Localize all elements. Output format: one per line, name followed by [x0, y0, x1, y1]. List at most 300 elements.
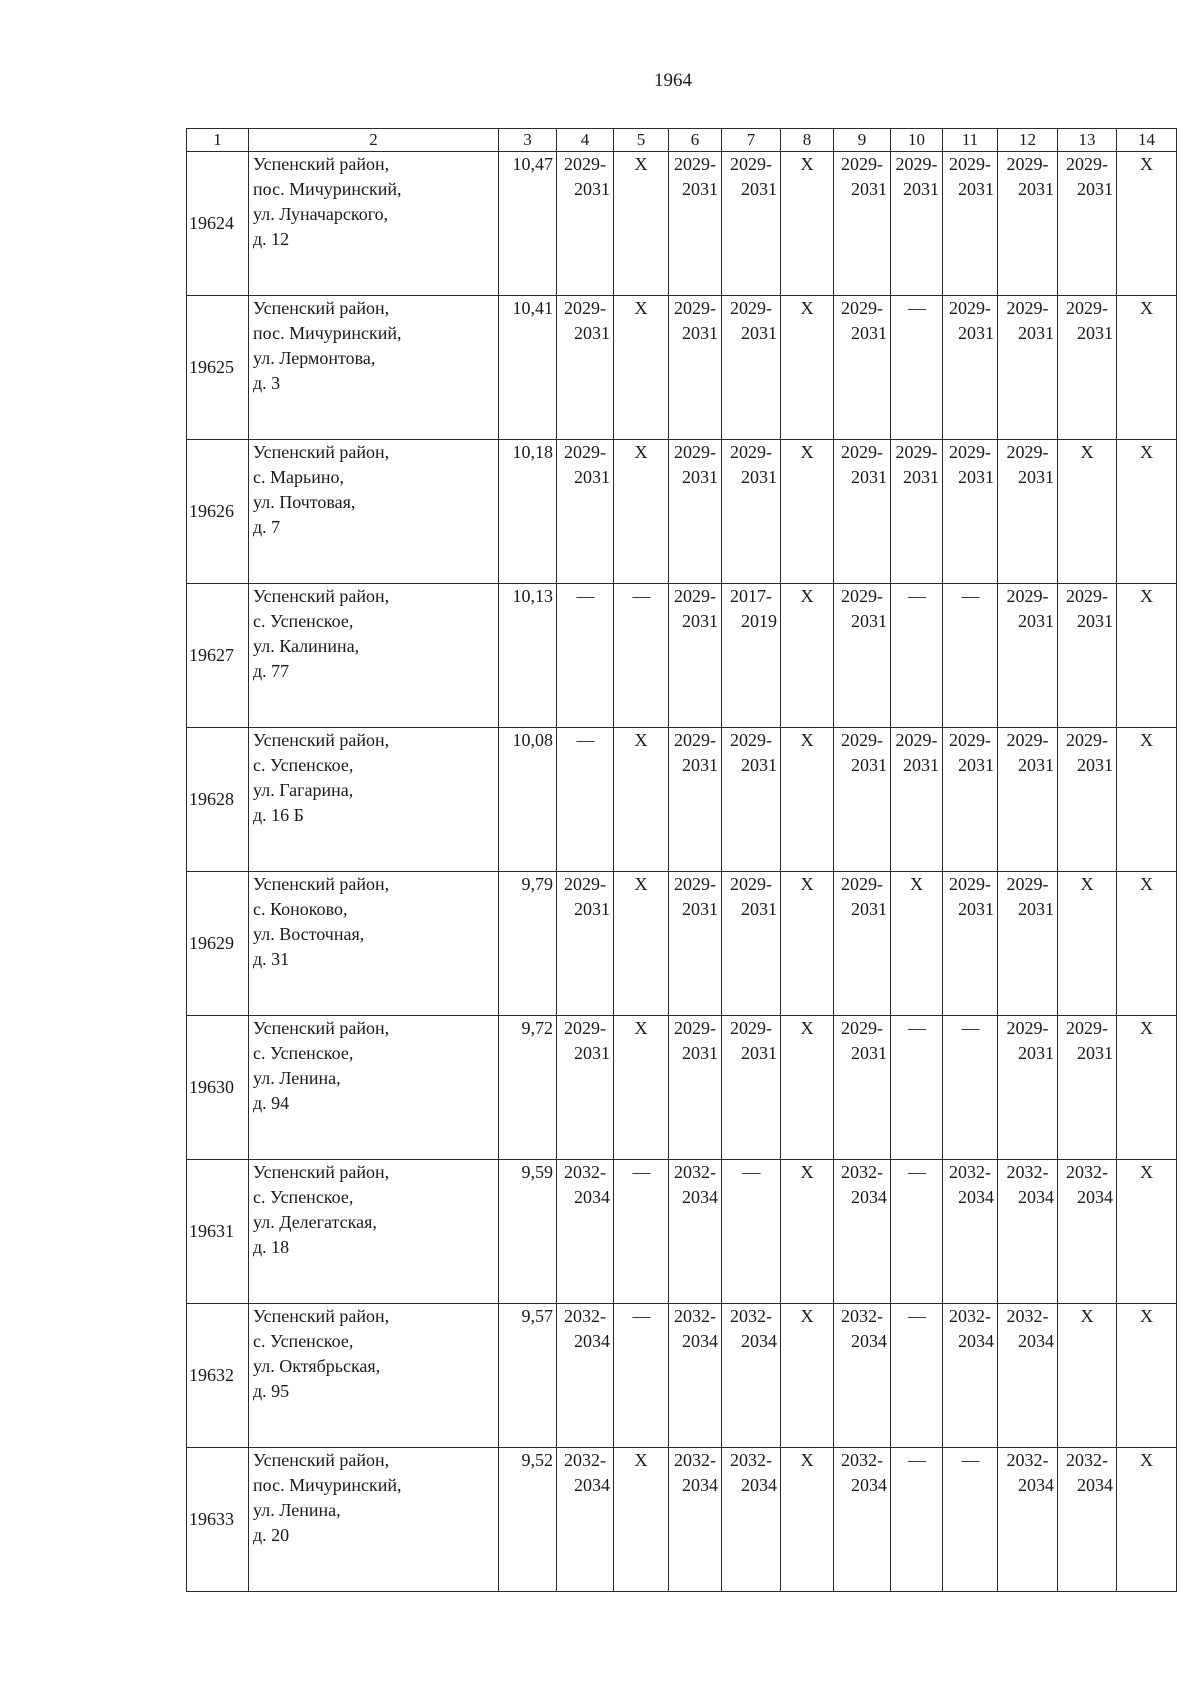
period-cell — [834, 1160, 891, 1304]
period-start: 2029- — [1006, 730, 1049, 750]
period-start: 2029- — [730, 1018, 772, 1038]
address-line: Успенский район, — [253, 298, 390, 318]
period-cell — [669, 1448, 722, 1592]
period-end: 2031 — [958, 899, 994, 919]
column-number: 9 — [834, 129, 891, 152]
period-start: 2029- — [949, 874, 991, 894]
address-line: ул. Гагарина, — [253, 780, 354, 800]
period-start: 2029- — [1006, 874, 1049, 894]
period-start: 2032- — [564, 1306, 606, 1326]
address-line: ул. Лермонтова, — [253, 348, 376, 368]
address-cell — [249, 152, 499, 296]
period-cell — [722, 296, 781, 440]
period-cell — [834, 1448, 891, 1592]
not-applicable-mark: X — [1140, 1450, 1153, 1470]
period-start: 2029- — [841, 874, 883, 894]
period-cell — [891, 1448, 943, 1592]
period-end: 2031 — [1018, 1043, 1054, 1063]
row-id: 19631 — [187, 1160, 249, 1304]
period-end: 2031 — [741, 179, 777, 199]
not-applicable-mark: X — [1140, 1018, 1153, 1038]
period-start: 2032- — [730, 1306, 772, 1326]
period-cell — [722, 1016, 781, 1160]
period-end: 2031 — [574, 323, 610, 343]
period-start: 2032- — [564, 1450, 606, 1470]
row-id: 19628 — [187, 728, 249, 872]
period-end: 2034 — [958, 1187, 994, 1207]
period-cell — [1117, 296, 1177, 440]
address-line: с. Коноково, — [253, 899, 348, 919]
dash-mark: — — [908, 1306, 925, 1326]
period-start: 2029- — [949, 730, 991, 750]
period-end: 2031 — [903, 755, 939, 775]
period-cell — [998, 1448, 1058, 1592]
period-end: 2031 — [741, 899, 777, 919]
period-end: 2031 — [682, 899, 718, 919]
period-cell — [722, 1304, 781, 1448]
period-cell — [669, 872, 722, 1016]
period-start: 2029- — [1066, 586, 1108, 606]
period-cell — [998, 728, 1058, 872]
period-start: 2029- — [730, 874, 772, 894]
period-cell — [1058, 440, 1117, 584]
period-end: 2031 — [1018, 179, 1054, 199]
period-cell — [722, 1448, 781, 1592]
period-cell — [998, 296, 1058, 440]
period-end: 2031 — [851, 899, 887, 919]
period-end: 2034 — [851, 1187, 887, 1207]
period-start: 2029- — [1066, 298, 1108, 318]
not-applicable-mark: X — [634, 154, 648, 174]
dash-mark: — — [632, 1162, 650, 1182]
table-row — [187, 1304, 1177, 1448]
period-cell — [722, 152, 781, 296]
not-applicable-mark: X — [800, 1162, 814, 1182]
period-start: 2029- — [1066, 154, 1108, 174]
address-line: ул. Ленина, — [253, 1500, 341, 1520]
period-cell — [722, 728, 781, 872]
period-cell — [669, 296, 722, 440]
not-applicable-mark: X — [800, 586, 814, 606]
value-cell: 10,18 — [499, 440, 557, 584]
row-id: 19630 — [187, 1016, 249, 1160]
address-line: пос. Мичуринский, — [253, 1475, 402, 1495]
period-cell — [834, 440, 891, 584]
table-row — [187, 584, 1177, 728]
address-line: д. 16 Б — [253, 805, 304, 825]
not-applicable-mark: X — [1140, 1306, 1153, 1326]
period-end: 2031 — [851, 1043, 887, 1063]
period-end: 2031 — [682, 1043, 718, 1063]
not-applicable-mark: X — [1080, 1306, 1094, 1326]
address-line: Успенский район, — [253, 1162, 390, 1182]
period-end: 2031 — [1018, 323, 1054, 343]
period-cell — [614, 440, 669, 584]
period-end: 2031 — [903, 179, 939, 199]
address-line: с. Успенское, — [253, 755, 354, 775]
row-id: 19624 — [187, 152, 249, 296]
column-number: 5 — [614, 129, 669, 152]
period-start: 2029- — [564, 442, 606, 462]
address-cell — [249, 1448, 499, 1592]
period-cell — [1058, 584, 1117, 728]
period-start: 2029- — [841, 586, 883, 606]
not-applicable-mark: X — [910, 874, 923, 894]
period-end: 2031 — [903, 467, 939, 487]
address-line: ул. Делегатская, — [253, 1212, 377, 1232]
address-line: д. 18 — [253, 1237, 290, 1257]
period-start: 2029- — [564, 298, 606, 318]
period-end: 2034 — [741, 1475, 777, 1495]
address-line: с. Успенское, — [253, 1043, 354, 1063]
row-id: 19626 — [187, 440, 249, 584]
address-line: Успенский район, — [253, 442, 390, 462]
period-start: 2029- — [895, 154, 938, 174]
period-cell — [614, 872, 669, 1016]
column-number: 12 — [998, 129, 1058, 152]
address-line: д. 94 — [253, 1093, 290, 1113]
period-cell — [834, 1016, 891, 1160]
period-cell — [998, 872, 1058, 1016]
not-applicable-mark: X — [634, 1450, 648, 1470]
period-end: 2034 — [958, 1331, 994, 1351]
value-cell: 10,41 — [499, 296, 557, 440]
dash-mark: — — [908, 298, 925, 318]
value-cell: 10,47 — [499, 152, 557, 296]
period-cell — [1058, 872, 1117, 1016]
dash-mark: — — [576, 586, 594, 606]
not-applicable-mark: X — [800, 1018, 814, 1038]
address-line: Успенский район, — [253, 1450, 390, 1470]
address-cell — [249, 1160, 499, 1304]
period-cell — [1117, 1304, 1177, 1448]
period-end: 2034 — [574, 1475, 610, 1495]
period-end: 2031 — [1077, 323, 1113, 343]
period-end: 2034 — [574, 1187, 610, 1207]
period-start: 2029- — [674, 874, 716, 894]
value-cell: 10,08 — [499, 728, 557, 872]
period-end: 2031 — [1077, 179, 1113, 199]
period-end: 2031 — [1077, 611, 1113, 631]
period-start: 2029- — [841, 442, 883, 462]
not-applicable-mark: X — [1140, 730, 1153, 750]
period-end: 2031 — [851, 611, 887, 631]
not-applicable-mark: X — [1140, 442, 1153, 462]
period-cell — [943, 296, 998, 440]
period-start: 2032- — [674, 1306, 716, 1326]
period-end: 2031 — [741, 755, 777, 775]
period-end: 2031 — [682, 467, 718, 487]
dash-mark: — — [908, 1018, 925, 1038]
period-cell — [1117, 1160, 1177, 1304]
address-cell — [249, 1016, 499, 1160]
address-line: с. Успенское, — [253, 1187, 354, 1207]
period-end: 2034 — [851, 1331, 887, 1351]
period-cell — [669, 728, 722, 872]
period-start: 2029- — [1006, 442, 1049, 462]
period-end: 2031 — [1018, 899, 1054, 919]
period-start: 2029- — [1006, 154, 1049, 174]
table-row — [187, 1160, 1177, 1304]
address-line: Успенский район, — [253, 586, 390, 606]
period-start: 2029- — [674, 442, 716, 462]
period-start: 2032- — [841, 1306, 883, 1326]
row-id: 19625 — [187, 296, 249, 440]
period-end: 2031 — [1018, 755, 1054, 775]
page-number: 1964 — [654, 70, 692, 91]
column-number: 1 — [187, 129, 249, 152]
address-line: ул. Почтовая, — [253, 492, 356, 512]
period-start: 2029- — [730, 154, 772, 174]
period-start: 2029- — [1006, 586, 1049, 606]
address-cell — [249, 872, 499, 1016]
address-line: пос. Мичуринский, — [253, 179, 402, 199]
period-cell — [722, 440, 781, 584]
period-cell — [998, 1160, 1058, 1304]
table-row — [187, 872, 1177, 1016]
period-cell — [998, 152, 1058, 296]
dash-mark: — — [632, 586, 650, 606]
period-start: 2029- — [895, 730, 938, 750]
period-end: 2031 — [851, 179, 887, 199]
period-start: 2029- — [674, 298, 716, 318]
period-start: 2032- — [1006, 1450, 1049, 1470]
period-cell — [557, 728, 614, 872]
period-end: 2034 — [1018, 1331, 1054, 1351]
address-line: д. 77 — [253, 661, 290, 681]
address-line: Успенский район, — [253, 154, 390, 174]
period-start: 2029- — [841, 298, 883, 318]
period-start: 2029- — [1066, 1018, 1108, 1038]
period-cell — [998, 584, 1058, 728]
period-start: 2029- — [841, 730, 883, 750]
value-cell: 9,52 — [499, 1448, 557, 1592]
not-applicable-mark: X — [800, 154, 814, 174]
address-line: с. Успенское, — [253, 611, 354, 631]
period-start: 2032- — [564, 1162, 606, 1182]
period-cell — [1058, 728, 1117, 872]
not-applicable-mark: X — [1080, 874, 1094, 894]
period-cell — [781, 152, 834, 296]
period-end: 2034 — [682, 1187, 718, 1207]
period-cell — [781, 1016, 834, 1160]
period-start: 2029- — [730, 298, 772, 318]
period-cell — [781, 1304, 834, 1448]
period-cell — [834, 152, 891, 296]
period-cell — [722, 1160, 781, 1304]
period-cell — [557, 152, 614, 296]
period-start: 2032- — [674, 1450, 716, 1470]
period-start: 2029- — [674, 1018, 716, 1038]
period-cell — [1058, 1304, 1117, 1448]
address-line: с. Успенское, — [253, 1331, 354, 1351]
period-end: 2034 — [1077, 1187, 1113, 1207]
period-end: 2031 — [682, 755, 718, 775]
not-applicable-mark: X — [634, 1018, 648, 1038]
row-id: 19629 — [187, 872, 249, 1016]
period-cell — [943, 1160, 998, 1304]
period-cell — [943, 1016, 998, 1160]
period-cell — [998, 1304, 1058, 1448]
period-cell — [891, 152, 943, 296]
dash-mark: — — [961, 586, 979, 606]
period-end: 2034 — [682, 1331, 718, 1351]
period-cell — [891, 872, 943, 1016]
period-end: 2031 — [851, 467, 887, 487]
period-end: 2034 — [851, 1475, 887, 1495]
address-line: ул. Калинина, — [253, 636, 360, 656]
period-end: 2031 — [1018, 611, 1054, 631]
not-applicable-mark: X — [634, 730, 648, 750]
not-applicable-mark: X — [634, 298, 648, 318]
period-cell — [557, 1160, 614, 1304]
period-end: 2034 — [1018, 1187, 1054, 1207]
period-end: 2031 — [1077, 1043, 1113, 1063]
housing-register-table — [186, 128, 1177, 1592]
not-applicable-mark: X — [634, 874, 648, 894]
address-line: д. 31 — [253, 949, 290, 969]
address-line: Успенский район, — [253, 1018, 390, 1038]
period-cell — [834, 728, 891, 872]
period-cell — [669, 152, 722, 296]
period-end: 2031 — [574, 467, 610, 487]
address-cell — [249, 584, 499, 728]
period-end: 2019 — [741, 611, 777, 631]
period-cell — [998, 1016, 1058, 1160]
period-cell — [557, 584, 614, 728]
period-start: 2029- — [949, 298, 991, 318]
period-cell — [614, 1304, 669, 1448]
period-cell — [834, 1304, 891, 1448]
period-cell — [834, 872, 891, 1016]
period-start: 2032- — [1006, 1162, 1049, 1182]
dash-mark: — — [961, 1018, 979, 1038]
period-start: 2029- — [841, 1018, 883, 1038]
period-cell — [943, 1304, 998, 1448]
period-cell — [891, 1016, 943, 1160]
table-row — [187, 728, 1177, 872]
period-cell — [943, 728, 998, 872]
period-cell — [669, 584, 722, 728]
address-line: Успенский район, — [253, 730, 390, 750]
period-start: 2032- — [730, 1450, 772, 1470]
value-cell: 9,59 — [499, 1160, 557, 1304]
not-applicable-mark: X — [1140, 154, 1153, 174]
table-row — [187, 152, 1177, 296]
period-start: 2032- — [949, 1306, 991, 1326]
period-cell — [781, 872, 834, 1016]
period-cell — [614, 1448, 669, 1592]
table-body — [187, 129, 1177, 1592]
period-end: 2031 — [851, 323, 887, 343]
period-end: 2031 — [958, 467, 994, 487]
table-row — [187, 1448, 1177, 1592]
table-row — [187, 296, 1177, 440]
period-start: 2032- — [1066, 1450, 1108, 1470]
period-end: 2031 — [741, 323, 777, 343]
period-end: 2031 — [741, 467, 777, 487]
period-cell — [781, 1160, 834, 1304]
period-cell — [1117, 872, 1177, 1016]
period-cell — [781, 584, 834, 728]
address-line: д. 20 — [253, 1525, 290, 1545]
period-end: 2031 — [682, 179, 718, 199]
period-start: 2032- — [1006, 1306, 1049, 1326]
address-line: д. 12 — [253, 229, 290, 249]
period-end: 2031 — [574, 1043, 610, 1063]
period-end: 2034 — [1077, 1475, 1113, 1495]
period-cell — [557, 1304, 614, 1448]
period-start: 2029- — [949, 442, 991, 462]
period-start: 2029- — [674, 154, 716, 174]
period-cell — [557, 296, 614, 440]
value-cell: 9,57 — [499, 1304, 557, 1448]
period-cell — [781, 296, 834, 440]
period-end: 2034 — [1018, 1475, 1054, 1495]
period-cell — [891, 584, 943, 728]
period-cell — [669, 1016, 722, 1160]
address-line: ул. Октябрьская, — [253, 1356, 381, 1376]
period-cell — [557, 872, 614, 1016]
period-cell — [1058, 1016, 1117, 1160]
address-line: ул. Восточная, — [253, 924, 365, 944]
period-end: 2031 — [682, 323, 718, 343]
period-cell — [1058, 1160, 1117, 1304]
period-cell — [891, 728, 943, 872]
column-number-row — [187, 129, 1177, 152]
column-number: 7 — [722, 129, 781, 152]
address-line: Успенский район, — [253, 1306, 390, 1326]
period-start: 2029- — [1006, 1018, 1049, 1038]
not-applicable-mark: X — [634, 442, 648, 462]
address-line: д. 7 — [253, 517, 281, 537]
period-end: 2031 — [741, 1043, 777, 1063]
address-line: ул. Луначарского, — [253, 204, 389, 224]
period-cell — [891, 1304, 943, 1448]
period-start: 2032- — [674, 1162, 716, 1182]
dash-mark: — — [742, 1162, 760, 1182]
dash-mark: — — [908, 1162, 925, 1182]
not-applicable-mark: X — [1140, 586, 1153, 606]
not-applicable-mark: X — [800, 298, 814, 318]
value-cell: 9,72 — [499, 1016, 557, 1160]
value-cell: 9,79 — [499, 872, 557, 1016]
period-cell — [943, 152, 998, 296]
address-line: Успенский район, — [253, 874, 390, 894]
not-applicable-mark: X — [1140, 874, 1153, 894]
period-start: 2029- — [730, 442, 772, 462]
not-applicable-mark: X — [1140, 1162, 1153, 1182]
address-line: д. 3 — [253, 373, 281, 393]
dash-mark: — — [908, 586, 925, 606]
period-cell — [1058, 1448, 1117, 1592]
period-cell — [1117, 440, 1177, 584]
period-end: 2031 — [1018, 467, 1054, 487]
period-start: 2032- — [949, 1162, 991, 1182]
period-cell — [1058, 296, 1117, 440]
period-cell — [614, 1160, 669, 1304]
not-applicable-mark: X — [1140, 298, 1153, 318]
period-cell — [943, 440, 998, 584]
period-start: 2032- — [1066, 1162, 1108, 1182]
period-cell — [557, 1016, 614, 1160]
row-id: 19633 — [187, 1448, 249, 1592]
period-cell — [1117, 728, 1177, 872]
period-start: 2029- — [1066, 730, 1108, 750]
period-cell — [781, 440, 834, 584]
dash-mark: — — [908, 1450, 925, 1470]
period-end: 2034 — [682, 1475, 718, 1495]
